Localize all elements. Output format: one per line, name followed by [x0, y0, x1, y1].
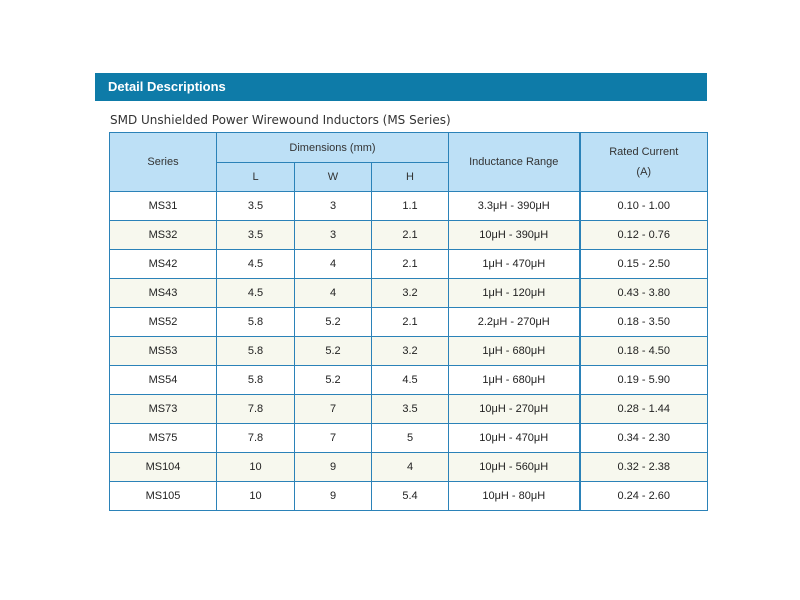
table-body	[110, 192, 708, 511]
header-w: W	[295, 163, 372, 192]
header-rated-label: Rated Current	[609, 146, 679, 158]
cell-w: 4	[295, 279, 372, 308]
cell-series: MS75	[110, 424, 217, 453]
cell-rated: 0.28 - 1.44	[580, 395, 708, 424]
table-row	[110, 308, 708, 337]
cell-l: 5.8	[217, 308, 295, 337]
table-row	[110, 366, 708, 395]
cell-inductance: 10μH - 470μH	[449, 424, 580, 453]
cell-rated: 0.12 - 0.76	[580, 221, 708, 250]
cell-h: 2.1	[372, 221, 449, 250]
cell-rated: 0.15 - 2.50	[580, 250, 708, 279]
cell-rated: 0.18 - 4.50	[580, 337, 708, 366]
cell-w: 5.2	[295, 366, 372, 395]
cell-w: 3	[295, 192, 372, 221]
cell-h: 4.5	[372, 366, 449, 395]
cell-inductance: 10μH - 270μH	[449, 395, 580, 424]
header-h: H	[372, 163, 449, 192]
table-row	[110, 192, 708, 221]
cell-rated: 0.10 - 1.00	[580, 192, 708, 221]
cell-h: 3.2	[372, 279, 449, 308]
cell-w: 7	[295, 395, 372, 424]
cell-w: 9	[295, 453, 372, 482]
section-title: Detail Descriptions	[108, 79, 226, 94]
cell-inductance: 3.3μH - 390μH	[449, 192, 580, 221]
cell-inductance: 1μH - 680μH	[449, 366, 580, 395]
cell-series: MS43	[110, 279, 217, 308]
cell-inductance: 2.2μH - 270μH	[449, 308, 580, 337]
cell-rated: 0.19 - 5.90	[580, 366, 708, 395]
cell-l: 10	[217, 482, 295, 511]
cell-w: 5.2	[295, 308, 372, 337]
header-dimensions: Dimensions (mm)	[217, 133, 449, 163]
cell-rated: 0.24 - 2.60	[580, 482, 708, 511]
header-series: Series	[110, 133, 217, 192]
table-row	[110, 482, 708, 511]
cell-w: 5.2	[295, 337, 372, 366]
cell-series: MS32	[110, 221, 217, 250]
header-inductance: Inductance Range	[449, 133, 580, 192]
cell-inductance: 1μH - 120μH	[449, 279, 580, 308]
cell-h: 2.1	[372, 308, 449, 337]
table-caption: SMD Unshielded Power Wirewound Inductors (MS Series)	[110, 113, 451, 127]
cell-rated: 0.43 - 3.80	[580, 279, 708, 308]
cell-h: 1.1	[372, 192, 449, 221]
cell-h: 2.1	[372, 250, 449, 279]
cell-rated: 0.34 - 2.30	[580, 424, 708, 453]
inductor-spec-table	[109, 132, 708, 511]
cell-series: MS54	[110, 366, 217, 395]
cell-h: 3.2	[372, 337, 449, 366]
cell-h: 4	[372, 453, 449, 482]
cell-h: 3.5	[372, 395, 449, 424]
cell-w: 3	[295, 221, 372, 250]
header-l: L	[217, 163, 295, 192]
cell-l: 5.8	[217, 366, 295, 395]
cell-w: 9	[295, 482, 372, 511]
cell-rated: 0.32 - 2.38	[580, 453, 708, 482]
header-rated-unit: (A)	[636, 166, 652, 178]
cell-series: MS42	[110, 250, 217, 279]
cell-series: MS52	[110, 308, 217, 337]
cell-l: 5.8	[217, 337, 295, 366]
cell-l: 10	[217, 453, 295, 482]
cell-l: 7.8	[217, 395, 295, 424]
section-header	[95, 73, 707, 101]
table-row	[110, 221, 708, 250]
cell-l: 3.5	[217, 221, 295, 250]
cell-series: MS31	[110, 192, 217, 221]
table-row	[110, 337, 708, 366]
cell-w: 4	[295, 250, 372, 279]
cell-series: MS105	[110, 482, 217, 511]
header-rated-current	[580, 133, 708, 192]
cell-rated: 0.18 - 3.50	[580, 308, 708, 337]
table-row	[110, 279, 708, 308]
cell-w: 7	[295, 424, 372, 453]
cell-series: MS73	[110, 395, 217, 424]
cell-inductance: 10μH - 390μH	[449, 221, 580, 250]
cell-l: 4.5	[217, 279, 295, 308]
cell-inductance: 1μH - 470μH	[449, 250, 580, 279]
cell-h: 5.4	[372, 482, 449, 511]
cell-l: 7.8	[217, 424, 295, 453]
cell-inductance: 10μH - 80μH	[449, 482, 580, 511]
cell-series: MS104	[110, 453, 217, 482]
table-row	[110, 395, 708, 424]
table-row	[110, 453, 708, 482]
cell-inductance: 1μH - 680μH	[449, 337, 580, 366]
cell-h: 5	[372, 424, 449, 453]
table-row	[110, 424, 708, 453]
cell-series: MS53	[110, 337, 217, 366]
cell-l: 4.5	[217, 250, 295, 279]
table-row	[110, 250, 708, 279]
cell-l: 3.5	[217, 192, 295, 221]
cell-inductance: 10μH - 560μH	[449, 453, 580, 482]
